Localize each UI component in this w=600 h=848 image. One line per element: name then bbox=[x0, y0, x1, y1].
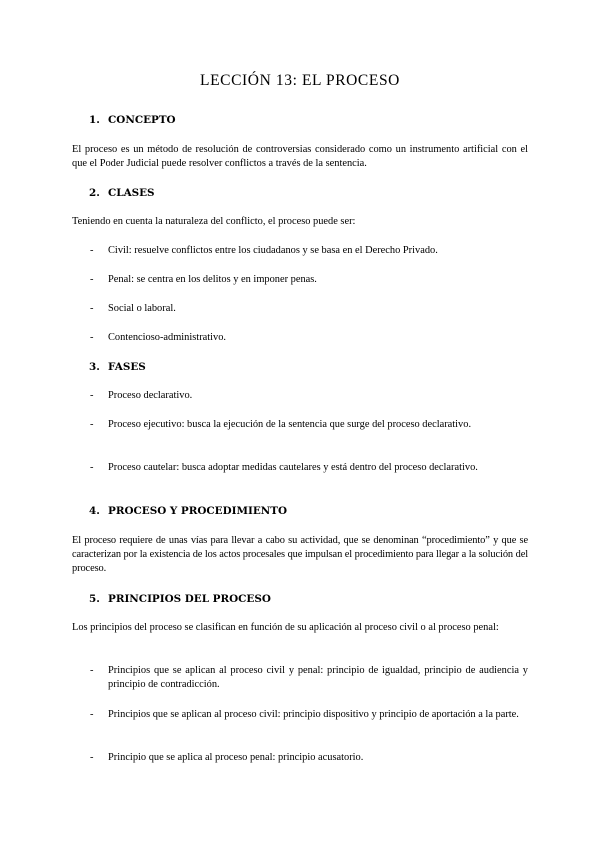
list-item: - Proceso declarativo. bbox=[90, 390, 193, 401]
section-paragraph: El proceso es un método de resolución de controversias considerado como un instrumento artificial con el que el Poder Judicial puede resolver conflictos a través de la sentencia. bbox=[72, 144, 528, 169]
bullet-dash: - bbox=[90, 419, 94, 430]
section-number: 3. bbox=[89, 361, 100, 373]
bullet-dash: - bbox=[90, 665, 94, 676]
section-heading-proceso-y-procedimiento bbox=[89, 505, 287, 517]
section-paragraph: El proceso requiere de unas vías para llevar a cabo su actividad, que se denominan “procedimiento” y que se caracterizan por la existencia de los actos procesales que impulsan el procedimiento para llegar a la solución del proceso. bbox=[72, 535, 528, 574]
section-number: 2. bbox=[89, 187, 100, 199]
list-item: - Social o laboral. bbox=[90, 303, 176, 314]
list-item: - Contencioso-administrativo. bbox=[90, 332, 227, 343]
section-number: 4. bbox=[89, 505, 100, 517]
section-heading-principios bbox=[89, 593, 271, 605]
section-title: PROCESO Y PROCEDIMIENTO bbox=[108, 505, 288, 517]
section-heading-concepto bbox=[89, 114, 176, 126]
bullet-dash: - bbox=[90, 274, 94, 285]
list-item: - Principios que se aplican al proceso civil y penal: principio de igualdad, principio de audiencia y principio de contradicción. bbox=[90, 665, 528, 690]
section-paragraph: Los principios del proceso se clasifican en función de su aplicación al proceso civil o al proceso penal: bbox=[72, 622, 499, 633]
section-paragraph: Teniendo en cuenta la naturaleza del conflicto, el proceso puede ser: bbox=[72, 216, 356, 227]
list-item: - Principios que se aplican al proceso civil: principio dispositivo y principio de aportación a la parte. bbox=[90, 709, 519, 720]
section-number: 5. bbox=[89, 593, 100, 605]
list-item: - Proceso ejecutivo: busca la ejecución de la sentencia que surge del proceso declarativo. bbox=[90, 419, 472, 430]
section-number: 1. bbox=[89, 114, 100, 126]
bullet-dash: - bbox=[90, 752, 94, 763]
bullet-dash: - bbox=[90, 303, 94, 314]
section-title: CONCEPTO bbox=[108, 114, 176, 126]
list-item: - Civil: resuelve conflictos entre los ciudadanos y se basa en el Derecho Privado. bbox=[90, 245, 438, 256]
bullet-dash: - bbox=[90, 332, 94, 343]
bullet-dash: - bbox=[90, 245, 94, 256]
section-title: CLASES bbox=[108, 187, 155, 199]
bullet-dash: - bbox=[90, 390, 94, 401]
page-title: LECCIÓN 13: EL PROCESO bbox=[200, 72, 400, 89]
list-item: - Principio que se aplica al proceso penal: principio acusatorio. bbox=[90, 752, 364, 763]
section-heading-fases bbox=[89, 361, 146, 373]
section-heading-clases bbox=[89, 187, 155, 199]
list-item: - Penal: se centra en los delitos y en imponer penas. bbox=[90, 274, 317, 285]
section-title: FASES bbox=[108, 361, 146, 373]
bullet-dash: - bbox=[90, 462, 94, 473]
section-title: PRINCIPIOS DEL PROCESO bbox=[108, 593, 271, 605]
list-item: - Proceso cautelar: busca adoptar medidas cautelares y está dentro del proceso declarativo. bbox=[90, 462, 478, 473]
bullet-dash: - bbox=[90, 709, 94, 720]
